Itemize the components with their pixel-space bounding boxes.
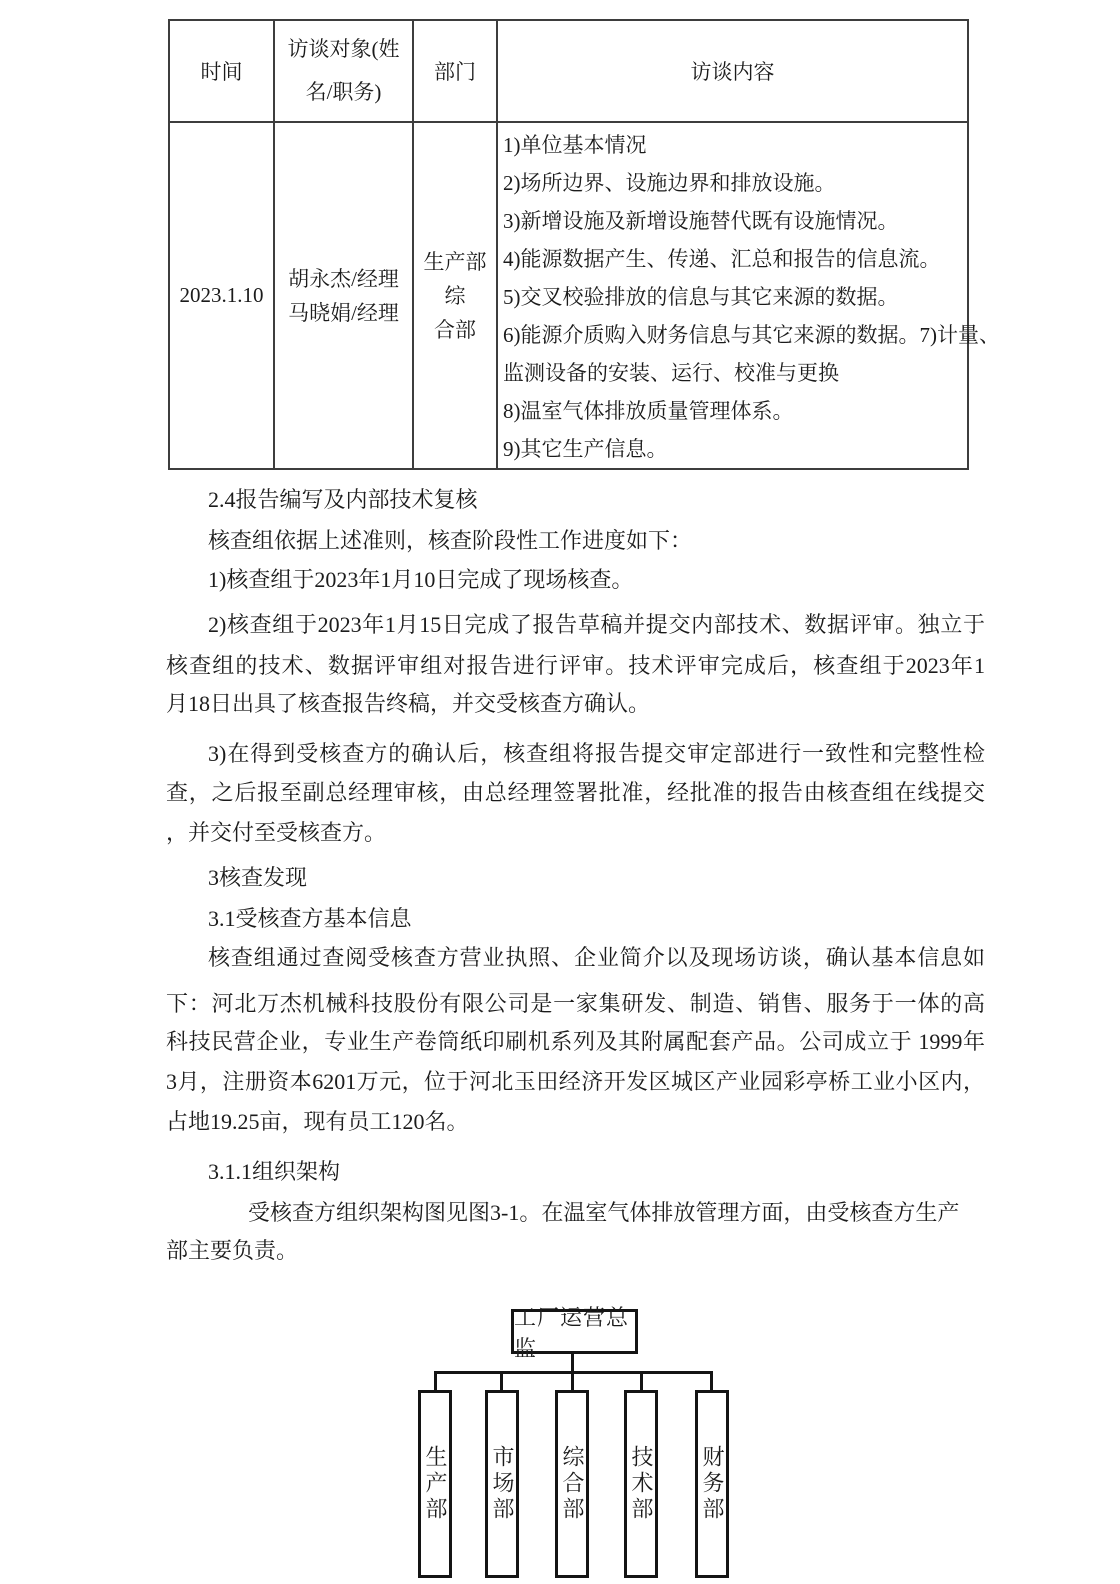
org-department-box: [695, 1390, 729, 1578]
department-line: 合部: [434, 317, 476, 342]
body-line: 3.1受核查方基本信息: [208, 906, 412, 931]
org-department-label: 市场部: [490, 1445, 515, 1523]
org-connector-drop: [434, 1371, 437, 1390]
org-department-box: [485, 1390, 519, 1578]
body-line: 核查组的技术、数据评审组对报告进行评审。技术评审完成后，核查组于2023年1: [166, 653, 985, 678]
org-connector-drop: [571, 1371, 574, 1390]
org-root-label: 工厂运营总监: [514, 1304, 630, 1361]
body-line: 月18日出具了核查报告终稿，并交受核查方确认。: [166, 691, 651, 716]
org-department-label: 生产部: [423, 1445, 448, 1523]
interview-content-line: 3)新增设施及新增设施替代既有设施情况。: [503, 209, 899, 233]
header-subject-line1: 访谈对象(姓: [287, 37, 400, 61]
body-line: 受核查方组织架构图见图3-1。在温室气体排放管理方面，由受核查方生产: [248, 1200, 960, 1225]
body-line: 1)核查组于2023年1月10日完成了现场核查。: [208, 567, 634, 592]
subject-line: 胡永杰/经理: [288, 266, 399, 291]
header-content: 访谈内容: [497, 20, 968, 122]
body-line: ，并交付至受核查方。: [166, 820, 387, 845]
subject-line: 马晓娟/经理: [288, 300, 399, 325]
header-time: 时间: [169, 20, 274, 122]
org-department-label: 综合部: [560, 1445, 585, 1523]
body-line: 3)在得到受核查方的确认后，核查组将报告提交审定部进行一致性和完整性检: [208, 741, 985, 766]
org-department-label: 财务部: [700, 1445, 725, 1523]
interview-content-line: 5)交叉校验排放的信息与其它来源的数据。: [503, 285, 899, 309]
org-department-box: [555, 1390, 589, 1578]
body-line: 2)核查组于2023年1月15日完成了报告草稿并提交内部技术、数据评审。独立于: [208, 612, 985, 637]
org-department-box: [418, 1390, 452, 1578]
org-connector-drop: [500, 1371, 503, 1390]
org-connector-drop: [640, 1371, 643, 1390]
interview-content-line: 2)场所边界、设施边界和排放设施。: [503, 171, 836, 195]
header-department: 部门: [413, 20, 497, 122]
interview-content-line: 4)能源数据产生、传递、汇总和报告的信息流。: [503, 247, 941, 271]
body-line: 查，之后报至副总经理审核，由总经理签署批准，经批准的报告由核查组在线提交: [166, 780, 985, 805]
body-line: 占地19.25亩，现有员工120名。: [166, 1109, 469, 1134]
body-line: 3.1.1组织架构: [208, 1159, 341, 1184]
cell-time: 2023.1.10: [169, 122, 274, 469]
body-line: 下：河北万杰机械科技股份有限公司是一家集研发、制造、销售、服务于一体的高: [166, 991, 985, 1016]
header-subject-line2: 名/职务): [305, 80, 382, 104]
org-connector-drop: [710, 1371, 713, 1390]
body-line: 核查组依据上述准则，核查阶段性工作进度如下：: [208, 528, 693, 553]
interview-content-line: 1)单位基本情况: [503, 133, 647, 157]
interview-content-line: 9)其它生产信息。: [503, 437, 668, 461]
body-line: 部主要负责。: [166, 1238, 299, 1263]
body-line: 科技民营企业，专业生产卷筒纸印刷机系列及其附属配套产品。公司成立于 1999年: [166, 1029, 985, 1054]
body-line: 2.4报告编写及内部技术复核: [208, 487, 478, 512]
body-line: 3核查发现: [208, 865, 308, 890]
interview-content-line: 6)能源介质购入财务信息与其它来源的数据。7)计量、: [503, 323, 1000, 347]
org-root-box: [511, 1304, 638, 1361]
org-department-label: 技术部: [629, 1445, 654, 1523]
body-line: 3月，注册资本6201万元，位于河北玉田经济开发区城区产业园彩亭桥工业小区内，: [166, 1069, 985, 1094]
interview-content-line: 监测设备的安装、运行、校准与更换: [503, 361, 839, 385]
body-line: 核查组通过查阅受核查方营业执照、企业简介以及现场访谈，确认基本信息如: [208, 945, 985, 970]
department-line: 生产部综: [423, 249, 487, 308]
interview-content-line: 8)温室气体排放质量管理体系。: [503, 399, 794, 423]
org-department-box: [624, 1390, 658, 1578]
